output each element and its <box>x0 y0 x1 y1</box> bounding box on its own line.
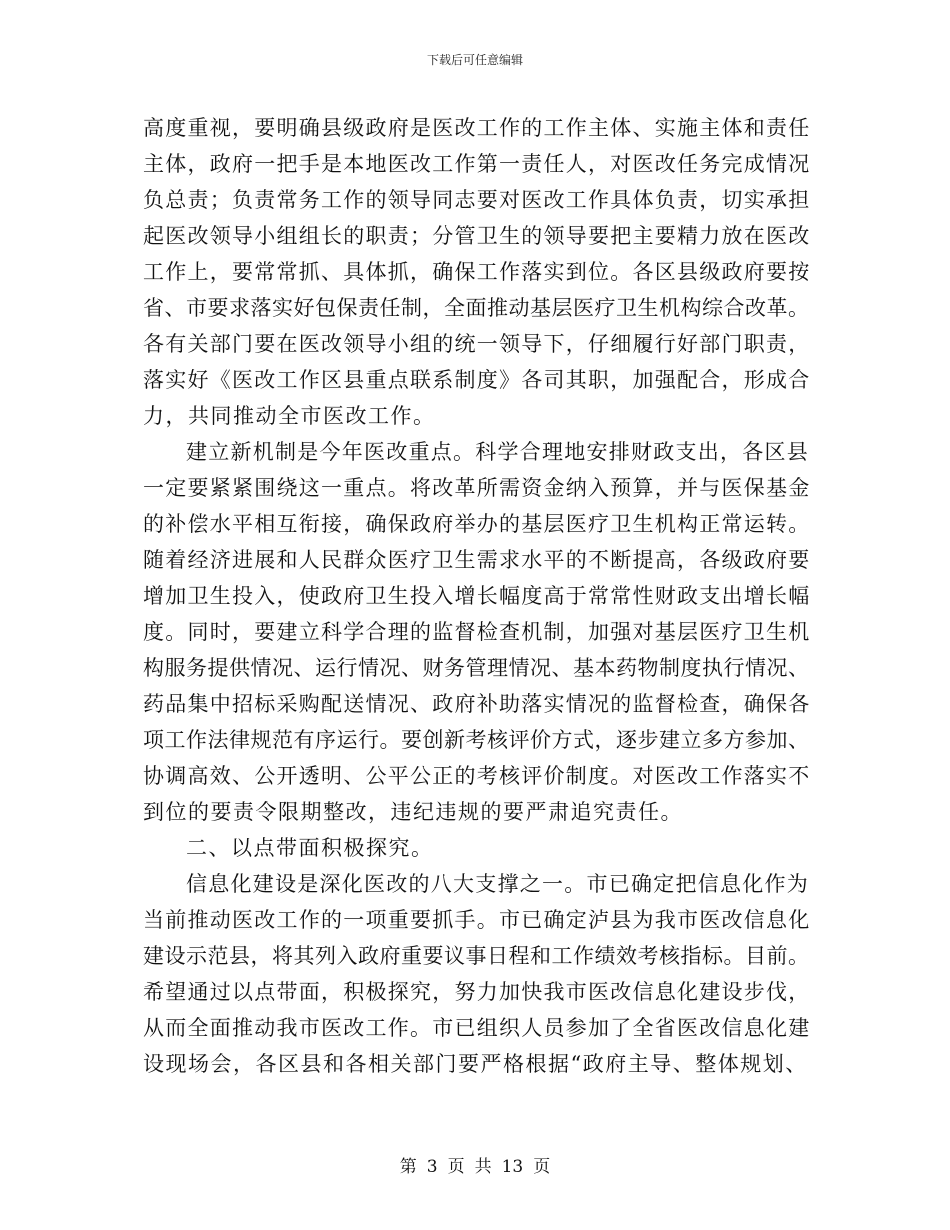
text-line: 随着经济进展和人民群众医疗卫生需求水平的不断提高，各级政府要 <box>143 548 811 572</box>
page-footer <box>0 1157 950 1177</box>
text-line: 度。同时，要建立科学合理的监督检查机制，加强对基层医疗卫生机 <box>143 620 811 644</box>
text-line: 从而全面推动我市医改工作。市已组织人员参加了全省医改信息化建 <box>143 1016 811 1040</box>
text-line: 构服务提供情况、运行情况、财务管理情况、基本药物制度执行情况、 <box>143 656 810 680</box>
text-line: 项工作法律规范有序运行。要创新考核评价方式，逐步建立多方参加、 <box>143 728 810 752</box>
text-line: 一定要紧紧围绕这一重点。将改革所需资金纳入预算，并与医保基金 <box>143 476 811 500</box>
text-line: 工作上，要常常抓、具体抓，确保工作落实到位。各区县级政府要按 <box>143 260 811 284</box>
footer-prefix: 第 <box>399 1157 417 1177</box>
text-line: 建设示范县，将其列入政府重要议事日程和工作绩效考核指标。目前。 <box>143 944 810 968</box>
text-line: 二、以点带面积极探究。 <box>186 836 434 860</box>
text-line: 信息化建设是深化医改的八大支撑之一。市已确定把信息化作为 <box>186 872 809 896</box>
text-line: 的补偿水平相互衔接，确保政府举办的基层医疗卫生机构正常运转。 <box>143 512 811 536</box>
text-line: 高度重视，要明确县级政府是医改工作的工作主体、实施主体和责任 <box>143 116 811 140</box>
footer-suffix: 页 <box>533 1157 551 1177</box>
text-line: 起医改领导小组组长的职责；分管卫生的领导要把主要精力放在医改 <box>143 224 811 248</box>
text-line: 主体，政府一把手是本地医改工作第一责任人，对医改任务完成情况 <box>143 152 811 176</box>
text-line: 药品集中招标采购配送情况、政府补助落实情况的监督检查，确保各 <box>143 692 811 716</box>
text-line: 各有关部门要在医改领导小组的统一领导下，仔细履行好部门职责， <box>143 332 811 356</box>
text-line: 落实好《医改工作区县重点联系制度》各司其职，加强配合，形成合 <box>143 368 811 392</box>
document-body <box>143 110 811 1082</box>
text-line: 省、市要求落实好包保责任制，全面推动基层医疗卫生机构综合改革。 <box>143 296 810 320</box>
page-header-note: 下载后可任意编辑 <box>426 53 523 67</box>
text-line: 协调高效、公开透明、公平公正的考核评价制度。对医改工作落实不 <box>143 764 811 788</box>
footer-current-page: 3 <box>426 1157 438 1177</box>
text-line: 建立新机制是今年医改重点。科学合理地安排财政支出，各区县 <box>186 440 809 464</box>
text-line: 希望通过以点带面，积极探究，努力加快我市医改信息化建设步伐， <box>143 980 811 1004</box>
text-line: 当前推动医改工作的一项重要抓手。市已确定泸县为我市医改信息化 <box>143 908 811 932</box>
text-line: 到位的要责令限期整改，违纪违规的要严肃追究责任。 <box>143 800 683 824</box>
footer-total-pages: 13 <box>501 1157 524 1177</box>
footer-total-word: 共 <box>474 1157 492 1177</box>
text-line: 负总责；负责常务工作的领导同志要对医改工作具体负责，切实承担 <box>143 188 811 212</box>
footer-page-word: 页 <box>447 1157 465 1177</box>
text-line: 设现场会，各区县和各相关部门要严格根据“政府主导、整体规划、 <box>143 1052 808 1076</box>
text-line: 增加卫生投入，使政府卫生投入增长幅度高于常常性财政支出增长幅 <box>143 584 811 608</box>
text-line: 力，共同推动全市医改工作。 <box>143 404 436 428</box>
